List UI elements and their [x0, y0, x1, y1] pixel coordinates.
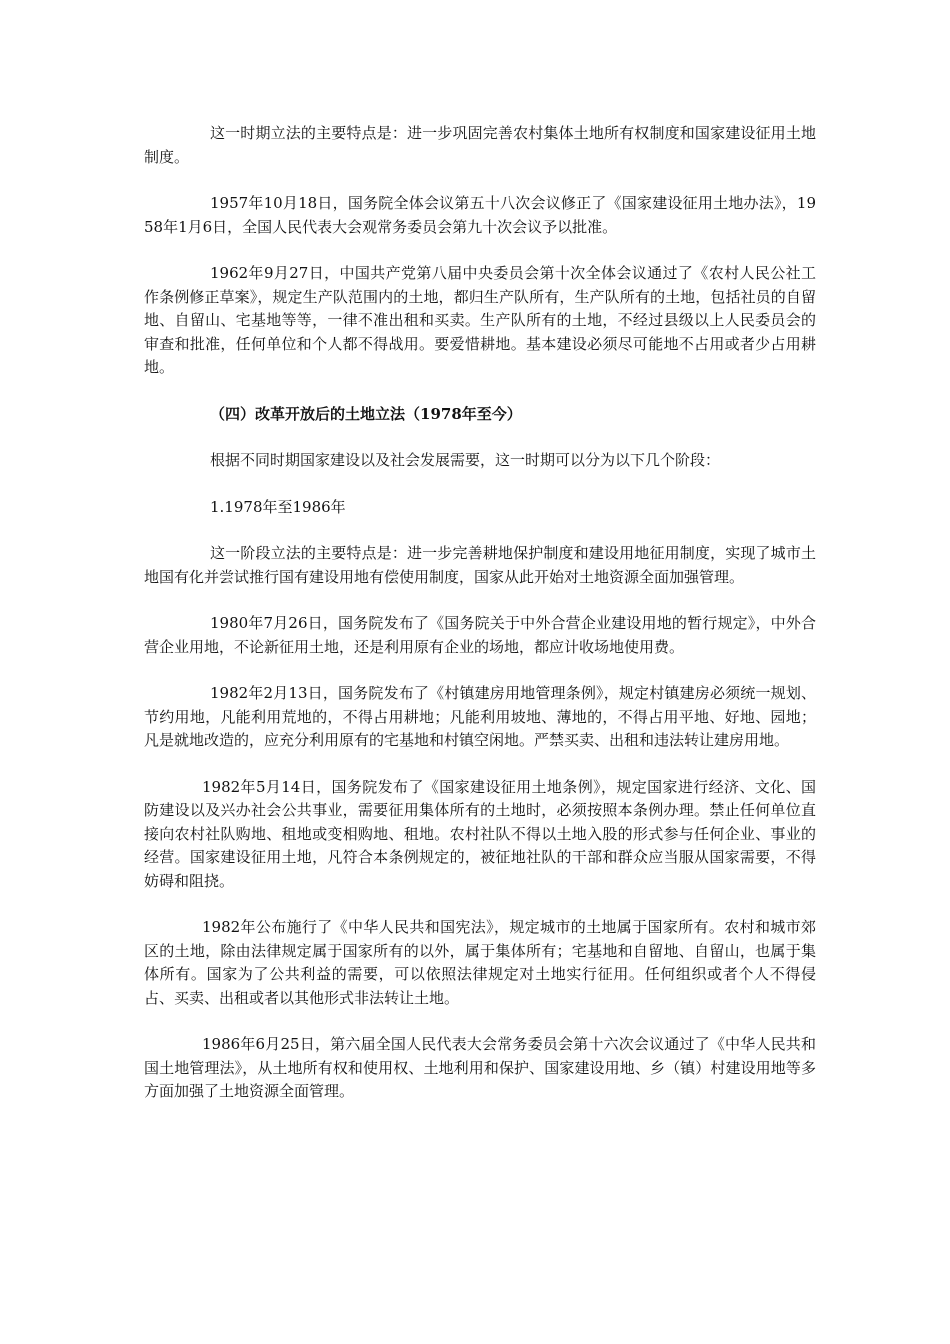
subsection-heading: 1.1978年至1986年: [210, 497, 346, 516]
paragraph-1980: 1980年7月26日，国务院发布了《国务院关于中外合营企业建设用地的暂行规定》，中外合营企业用地，不论新征用土地，还是利用原有企业的场地，都应计收场地使用费。: [144, 614, 816, 656]
paragraph-stages-intro: 根据不同时期国家建设以及社会发展需要，这一时期可以分为以下几个阶段：: [210, 451, 721, 469]
paragraph-1982-may: 1982年5月14日，国务院发布了《国家建设征用土地条例》，规定国家进行经济、文化、国防建设以及兴办社会公共事业，需要征用集体所有的土地时，必须按照本条例办理。禁止任何单位直接向农村社队购地、租地或变相购地、租地。农村社队不得以土地入股的形式参与任何企业、事业的经营。国家建设征用土地，凡符合本条例规定的，被征地社队的干部和群众应当服从国家需要，不得妨碍和阻挠。: [144, 777, 816, 890]
paragraph-1982-constitution: 1982年公布施行了《中华人民共和国宪法》，规定城市的土地属于国家所有。农村和城市郊区的土地，除由法律规定属于国家所有的以外，属于集体所有；宅基地和自留地、自留山，也属于集体所有。国家为了公共利益的需要，可以依照法律规定对土地实行征用。任何组织或者个人不得侵占、买卖、出租或者以其他形式非法转让土地。: [144, 918, 816, 1007]
paragraph-stage-features: 这一阶段立法的主要特点是：进一步完善耕地保护制度和建设用地征用制度，实现了城市土地国有化并尝试推行国有建设用地有偿使用制度，国家从此开始对土地资源全面加强管理。: [144, 544, 816, 586]
paragraph-period-features: 这一时期立法的主要特点是：进一步巩固完善农村集体土地所有权制度和国家建设征用土地制度。: [144, 124, 816, 166]
document-body: [144, 122, 816, 1127]
paragraph-1986: 1986年6月25日，第六届全国人民代表大会常务委员会第十六次会议通过了《中华人民共和国土地管理法》，从土地所有权和使用权、土地利用和保护、国家建设用地、乡（镇）村建设用地等多方面加强了土地资源全面管理。: [144, 1035, 816, 1100]
section-heading: （四）改革开放后的土地立法（1978年至今）: [210, 404, 522, 423]
paragraph-1962: 1962年9月27日，中国共产党第八届中央委员会第十次全体会议通过了《农村人民公社工作条例修正草案》，规定生产队范围内的土地，都归生产队所有，生产队所有的土地，包括社员的自留地、自留山、宅基地等等，一律不准出租和买卖。生产队所有的土地，不经过县级以上人民委员会的审查和批准，任何单位和个人都不得战用。要爱惜耕地。基本建设必须尽可能地不占用或者少占用耕地。: [144, 264, 816, 376]
paragraph-1982-feb: 1982年2月13日，国务院发布了《村镇建房用地管理条例》，规定村镇建房必须统一规划、节约用地，凡能利用荒地的，不得占用耕地；凡能利用坡地、薄地的，不得占用平地、好地、园地；凡是就地改造的，应充分利用原有的宅基地和村镇空闲地。严禁买卖、出租和违法转让建房用地。: [144, 684, 816, 749]
paragraph-1957: 1957年10月18日，国务院全体会议第五十八次会议修正了《国家建设征用土地办法》，1958年1月6日，全国人民代表大会观常务委员会第九十次会议予以批准。: [144, 194, 816, 236]
